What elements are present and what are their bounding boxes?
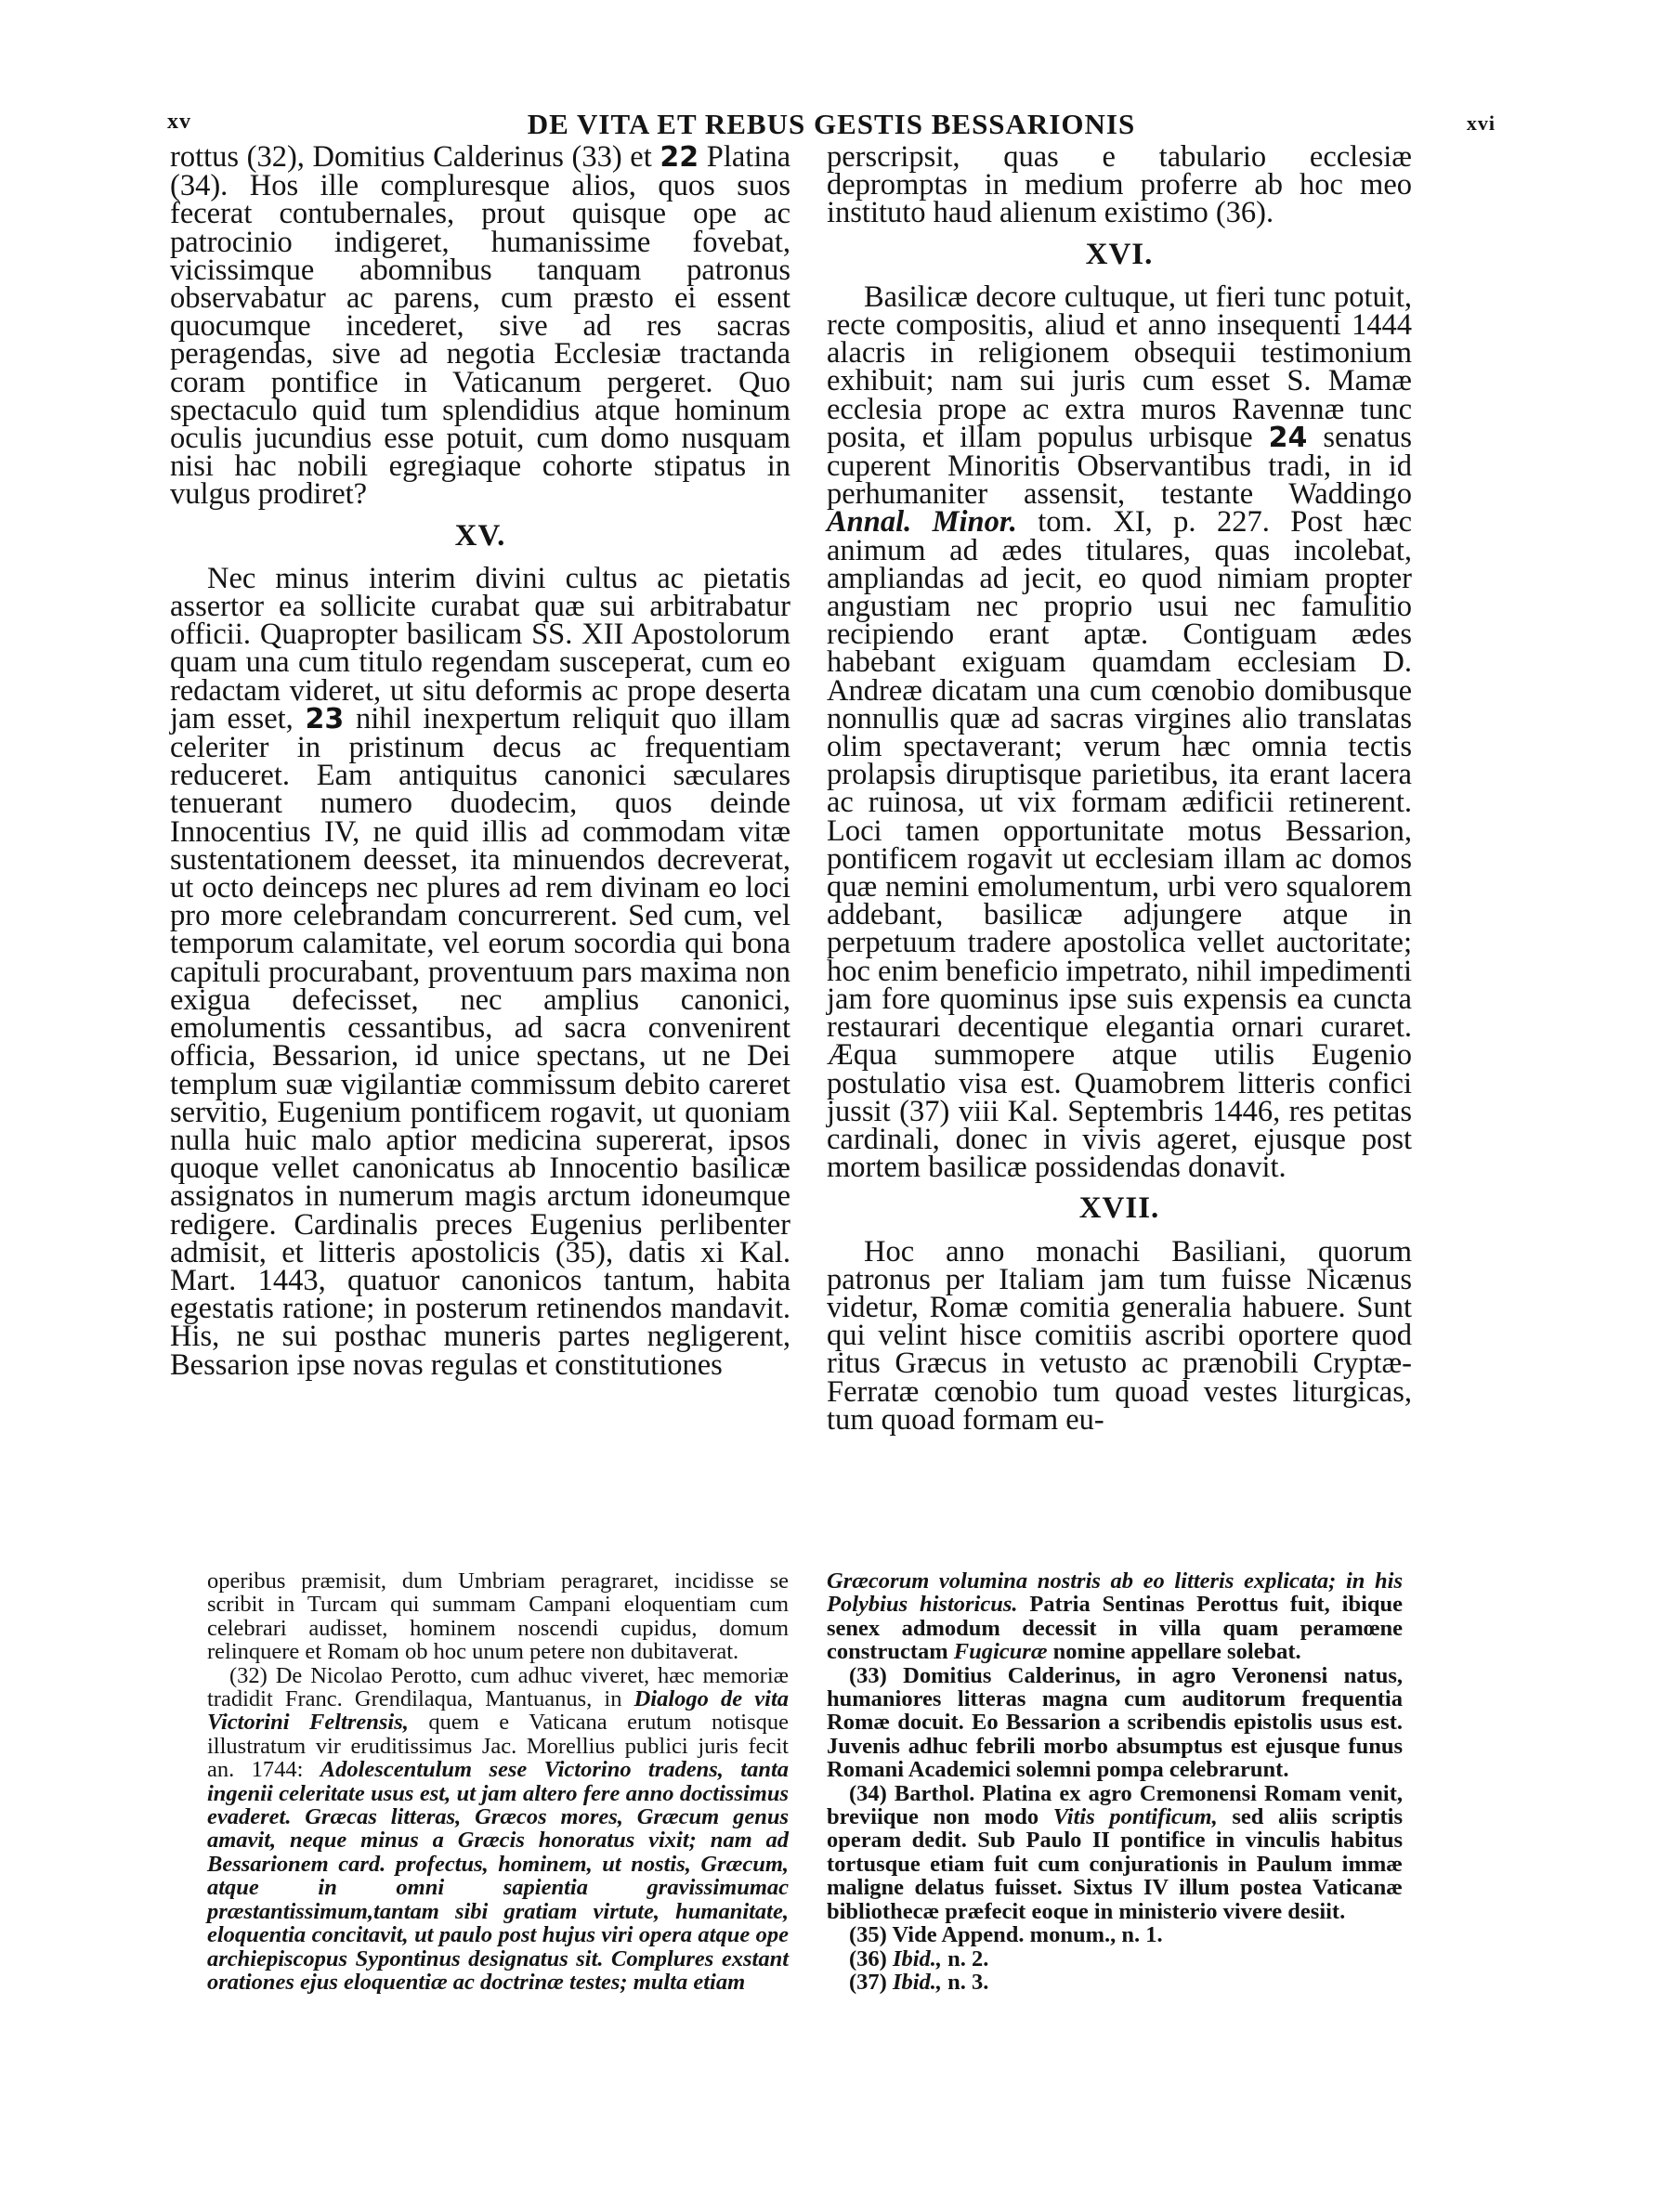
text-run: rottus (32), Domitius Calderinus (33) et	[170, 140, 652, 174]
citation-italic: Annal. Minor.	[827, 505, 1017, 540]
citation-italic: Ibid.,	[892, 1945, 943, 1971]
running-title: DE VITA ET REBUS GESTIS BESSARIONIS	[527, 108, 1136, 140]
paragraph	[827, 280, 1413, 1185]
section-heading: XV.	[454, 518, 506, 553]
text-run: Basilicæ decore cultuque, ut fieri tunc potuit, recte compositis, aliud et anno insequenti 1444 alacris in religionem obsequii testimonium exhibuit; nam sui juris cum esset S. Mamæ ecclesia prope ac extra muros Ravennæ tunc posita, et illam populus urbisque	[827, 280, 1412, 454]
footnote	[207, 1664, 789, 1995]
text-run: Nec minus interim divini cultus ac pietatis assertor ea sollicite curabat quæ sui arbitrabatur officii. Quapropter basilicam SS. XII Apostolorum quam una cum titulo regendam susceperat, cum eo redactam videret, ut situ deformis ac prope deserta jam esset,	[170, 561, 790, 735]
text-run: nihil inexpertum reliquit quo illam celeriter in pristinum decus ac frequentiam reduceret. Eam antiquitus canonici sæculares tenuerant numero duodecim, quos deinde Innocentius IV, ne quid illis ad commodam vitæ sustentationem deesset, ita minuendos decreverat, ut octo deinceps nec plures ad rem divinam eo loci pro more celebrandam concurrerent. Sed cum, vel temporum calamitate, vel eorum socordia qui bona capituli procurabant, proventuum pars maxima non exigua defecisset, nec amplius canonici, emolumentis cessantibus, ad sacra convenirent officia, Bessarion, id unice spectans, ut ne Dei templum suæ vigilantiæ commissum debito careret servitio, Eugenium pontificem rogavit, ut quoniam nulla huic malo aptior medicina supererat, ipsos quoque vellet canonicatus ab Innocentio basilicæ assignatos in numerum magis arctum idoneumque redigere. Cardinalis preces Eugenius perlibenter admisit, et litteris apostolicis (35), datis xi Kal. Mart. 1443, quatuor canonicos tantum, habita egestatis ratione; in posterum retinendos mandavit. His, ne sui posthac muneris partes negligerent, Bessarion ipse novas regulas et constitutiones	[170, 701, 791, 1382]
text-run: Patria Sentinas Perottus fuit, ibique senex admodum decessit in villa quam peramœne constructam	[827, 1592, 1404, 1665]
text-run: n. 3.	[947, 1969, 989, 1995]
paragraph: perscripsit, quas e tabulario ecclesiæ depromptas in medium proferre ab hoc meo instituto haud alienum existimo (36).	[827, 140, 1412, 230]
section-heading: XVI.	[1085, 237, 1154, 271]
text-run: n. 2.	[947, 1945, 989, 1971]
quotation-italic: Græcorum volumina nostris ab eo litteris explicata; in his Polybius historicus.	[827, 1568, 1403, 1618]
folio-marker: 22	[660, 141, 699, 174]
footnote: (35) Vide Append. monum., n. 1.	[849, 1922, 1163, 1948]
citation-italic: Ibid.,	[892, 1969, 943, 1995]
text-run: nomine appellare solebat.	[1052, 1639, 1301, 1665]
citation-italic: Fugicuræ	[953, 1639, 1048, 1665]
footnote: operibus præmisit, dum Umbriam peragraret, incidisse se scribit in Turcam qui summam Campani eloquentiam cum celebrari audisset, hominem noscendi cupidus, domum relinquere et Romam ob hoc unum petere non dubitaverat.	[207, 1568, 789, 1665]
section-heading: XVII.	[1078, 1191, 1160, 1226]
text-run: sed aliis scriptis operam dedit. Sub Paulo II pontifice in vinculis habitus tortusque etiam fuit cum conjurationis in Paulum immæ maligne delatus fuisset. Sixtus IV illum postea Vaticanæ bibliothecæ præfecit eoque in ministerio vivere desiit.	[827, 1804, 1403, 1924]
folio-marker: 23	[305, 702, 345, 735]
quotation-italic: Adolescentulum sese Victorino tradens, tanta ingenii celeritate usus est, ut jam altero fere anno doctissimus evaderet. Græcas litteras, Græcos mores, Græcum genus amavit, neque minus a Græcis honoratus vixit; nam ad Bessarionem card. profectus, hominem, ut nostis, Græcum, atque in omni sapientia gravissimumac præstantissimum,tantam sibi gratiam virtute, humanitate, eloquentia concitavit, ut paulo post hujus viri opera atque ope archiepiscopus Sypontinus designatus sit. Complures exstant orationes ejus eloquentiæ ac doctrinæ testes; multa etiam	[207, 1757, 790, 1995]
footnote: (33) Domitius Calderinus, in agro Veronensi natus, humaniores litteras magna cum auditorum frequentia Romæ docuit. Eo Bessarion a scribendis epistolis usus est. Juvenis adhuc febrili morbo absumptus est ejusque funus Romani Academici solemni pompa celebrarunt.	[827, 1662, 1403, 1783]
text-run: tom. XI, p. 227. Post hæc animum ad ædes titulares, quas incolebat, ampliandas ad jecit, eo quod nimiam propter angustiam nec proprio usui nec famulitio recipiendo erant aptæ. Contiguam ædes habebant exiguam quamdam ecclesiam D. Andreæ dicatam una cum cœnobio domibusque nonnullis quæ ad sacras virgines alio translatas olim spectaverant; verum hæc omnia tectis prolapsis diruptisque parietibus, ita erant lacera ac ruinosa, ut vix formam ædificii retinerent. Loci tamen opportunitate motus Bessarion, pontificem rogavit ut ecclesiam illam ac domos quæ nemini emolumentum, urbi vero squalorem addebant, basilicæ adjungere atque in perpetuum tradere apostolica vellet auctoritate; hoc enim beneficio impetrato, nihil impedimenti jam fore quominus ipse suis expensis ea cuncta restaurari decentique elegantia ornari curaret. Æqua summopere atque utilis Eugenio postulatio visa est. Quamobrem litteris confici jussit (37) viii Kal. Septembris 1446, res petitas cardinali, donec in vivis ageret, ejusque post mortem basilicæ possidendas donavit.	[827, 505, 1412, 1185]
footnotes-right	[827, 1569, 1403, 1994]
page-number-left: xv	[167, 110, 191, 134]
text-run: (32) De Nicolao Perotto, cum adhuc viveret, hæc memoriæ tradidit Franc. Grendilaqua, Mantuanus, in	[207, 1662, 789, 1712]
text-run: quem e Vaticana erutum notisque illustratum vir eruditissimus Jac. Morellius publici juris fecit an. 1744:	[207, 1710, 789, 1783]
text-run: (36)	[849, 1945, 887, 1971]
paragraph: Hoc anno monachi Basiliani, quorum patronus per Italiam jam tum fuisse Nicænus videtur, Romæ comitia generalia habuere. Sunt qui velint hisce comitiis ascribi oportere quod ritus Græcus in vetusto ac prænobili Cryptæ-Ferratæ cœnobio tum quoad vestes liturgicas, tum quoad formam eu-	[827, 1234, 1412, 1437]
citation-italic: Vitis pontificum,	[1052, 1804, 1218, 1830]
paragraph	[170, 140, 791, 512]
page-number-right: xvi	[1466, 111, 1496, 135]
citation-italic: Dialogo de vita Victorini Feltrensis,	[207, 1686, 789, 1736]
footnotes-left	[207, 1569, 789, 1994]
footnote	[827, 1971, 1403, 1994]
footnote	[827, 1782, 1403, 1923]
footnote	[827, 1569, 1403, 1664]
left-text-column	[170, 140, 791, 1382]
text-run: (34) Barthol. Platina ex agro Cremonensi Romam venit, breviique non modo	[827, 1780, 1403, 1830]
text-run: (37)	[849, 1969, 887, 1995]
text-run: senatus cuperent Minoritis Observantibus tradi, in id perhumaniter assensit, testante Waddingo	[827, 420, 1413, 512]
folio-marker: 24	[1268, 421, 1308, 454]
footnote	[827, 1947, 1403, 1971]
right-text-column	[827, 140, 1413, 1437]
paragraph	[170, 561, 791, 1382]
text-run: Platina (34). Hos ille compluresque alios, quos suos fecerat contubernales, prout quisque ope ac patrocinio indigeret, humanissime fovebat, vicissimque abomnibus tanquam patronus observabatur ac parens, cum præsto ei essent quocumque incederet, sive ad res sacras peragendas, sive ad negotia Ecclesiæ tractanda coram pontifice in Vaticanum pergeret. Quo spectaculo quid tum splendidius atque hominum oculis jucundius esse potuit, cum domo nusquam nisi hac nobili egregiaque cohorte stipatus in vulgus prodiret?	[170, 140, 791, 512]
